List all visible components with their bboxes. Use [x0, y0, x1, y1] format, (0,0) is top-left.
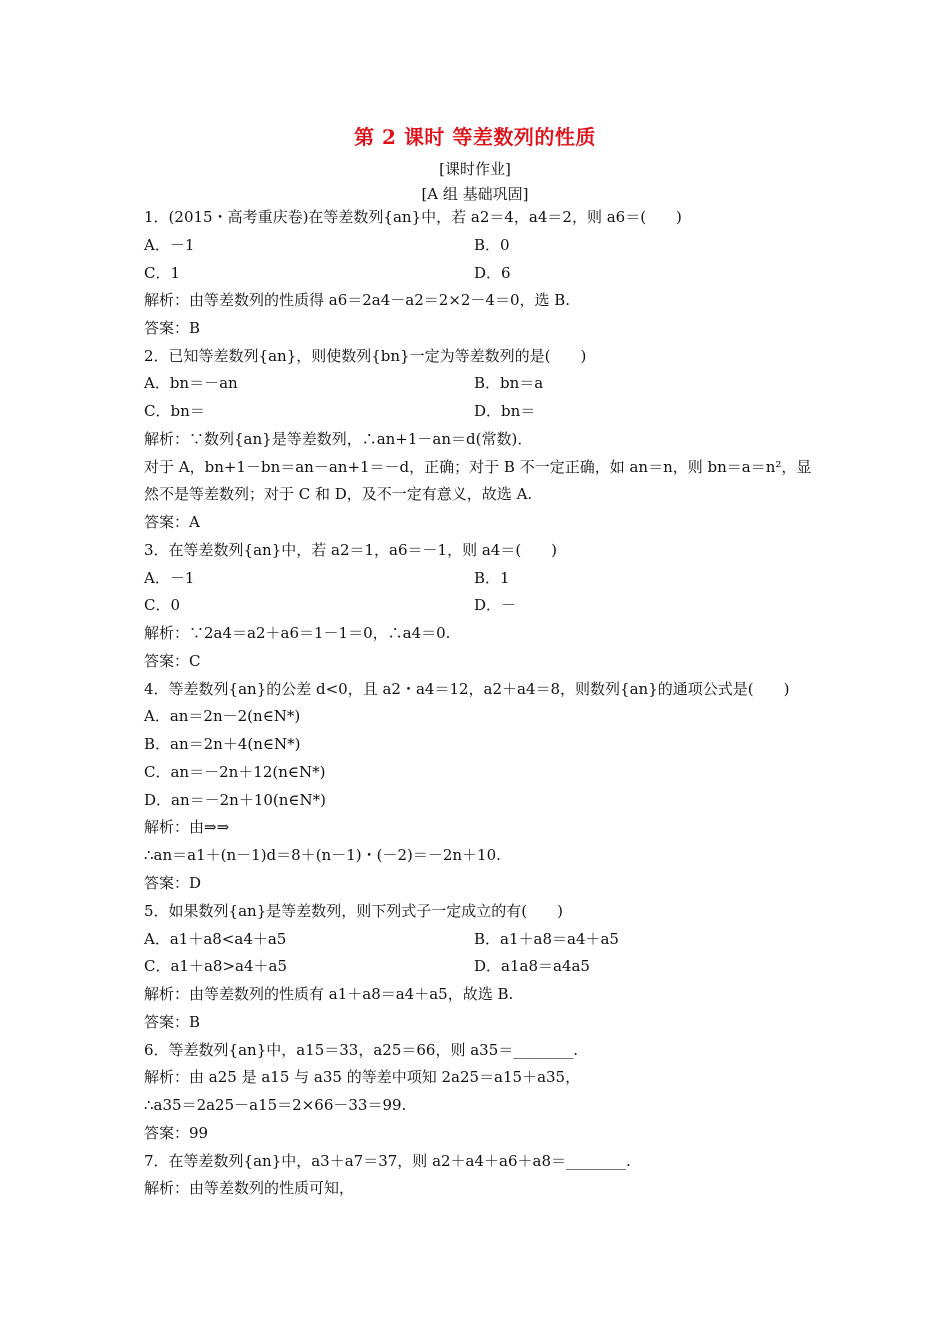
- q3-option-a: A．－1: [144, 569, 195, 587]
- q4-option-d: D．an＝－2n＋10(n∈N*): [144, 791, 327, 809]
- q2-analysis-1: 解析：∵数列{an}是等差数列，∴an+1－an＝d(常数)．: [144, 430, 533, 448]
- q2-option-d: D．bn＝: [474, 402, 536, 420]
- q3-option-b: B．1: [474, 569, 510, 587]
- q2-answer: 答案：A: [144, 513, 200, 531]
- q1-option-c: C．1: [144, 264, 181, 282]
- q3-answer: 答案：C: [144, 652, 201, 670]
- q1-option-a: A．－1: [144, 236, 195, 254]
- q5-option-b: B．a1＋a8＝a4＋a5: [474, 930, 619, 948]
- q2-analysis-2: 对于 A，bn+1－bn＝an－an+1＝－d，正确；对于 B 不一定正确，如 an＝n，则 bn＝a＝n²，显: [144, 458, 812, 476]
- q5-answer: 答案：B: [144, 1013, 201, 1031]
- q5-analysis: 解析：由等差数列的性质有 a1＋a8＝a4＋a5，故选 B.: [144, 985, 514, 1003]
- q1-analysis: 解析：由等差数列的性质得 a6＝2a4－a2＝2×2－4＝0，选 B.: [144, 291, 571, 309]
- q5-option-a: A．a1＋a8<a4＋a5: [144, 930, 287, 948]
- q2-option-c: C．bn＝: [144, 402, 205, 420]
- q3-stem: 3．在等差数列{an}中，若 a2＝1，a6＝－1，则 a4＝( ): [144, 541, 558, 559]
- page-title: 第 2 课时 等差数列的性质: [354, 125, 596, 149]
- q4-option-c: C．an＝－2n＋12(n∈N*): [144, 763, 326, 781]
- q6-answer: 答案：99: [144, 1124, 209, 1142]
- q2-option-a: A．bn＝－an: [144, 374, 238, 392]
- q4-answer: 答案：D: [144, 874, 202, 892]
- q6-stem: 6．等差数列{an}中，a15＝33，a25＝66，则 a35＝________.: [144, 1041, 579, 1059]
- group-heading: [A 组 基础巩固]: [421, 185, 529, 203]
- q4-analysis-2: ∴an＝a1＋(n－1)d＝8＋(n－1)・(－2)＝－2n＋10.: [144, 846, 501, 864]
- q4-option-a: A．an＝2n－2(n∈N*): [144, 707, 301, 725]
- q3-analysis: 解析：∵2a4＝a2＋a6＝1－1＝0，∴a4＝0.: [144, 624, 451, 642]
- q6-analysis-1: 解析：由 a25 是 a15 与 a35 的等差中项知 2a25＝a15＋a35，: [144, 1068, 581, 1086]
- q7-stem: 7．在等差数列{an}中，a3＋a7＝37，则 a2＋a4＋a6＋a8＝________.: [144, 1152, 631, 1170]
- q5-option-d: D．a1a8＝a4a5: [474, 957, 590, 975]
- q2-stem: 2．已知等差数列{an}，则使数列{bn}一定为等差数列的是( ): [144, 347, 587, 365]
- q5-stem: 5．如果数列{an}是等差数列，则下列式子一定成立的有( ): [144, 902, 563, 920]
- q4-option-b: B．an＝2n＋4(n∈N*): [144, 735, 301, 753]
- q1-option-b: B．0: [474, 236, 510, 254]
- q1-option-d: D．6: [474, 264, 511, 282]
- q3-option-c: C．0: [144, 596, 181, 614]
- q7-analysis: 解析：由等差数列的性质可知，: [144, 1179, 355, 1197]
- q2-option-b: B．bn＝a: [474, 374, 544, 392]
- page-subtitle: [课时作业]: [439, 160, 511, 178]
- q5-option-c: C．a1＋a8>a4＋a5: [144, 957, 287, 975]
- q1-answer: 答案：B: [144, 319, 201, 337]
- q2-analysis-3: 然不是等差数列；对于 C 和 D，及不一定有意义，故选 A.: [144, 485, 533, 503]
- q3-option-d: D．－: [474, 596, 517, 614]
- q1-stem: 1．(2015・高考重庆卷)在等差数列{an}中，若 a2＝4，a4＝2，则 a6＝( ): [144, 208, 682, 226]
- q4-stem: 4．等差数列{an}的公差 d<0，且 a2・a4＝12，a2＋a4＝8，则数列{an}的通项公式是( ): [144, 680, 790, 698]
- q6-analysis-2: ∴a35＝2a25－a15＝2×66－33＝99.: [144, 1096, 407, 1114]
- q4-analysis-1: 解析：由⇒⇒: [144, 818, 230, 836]
